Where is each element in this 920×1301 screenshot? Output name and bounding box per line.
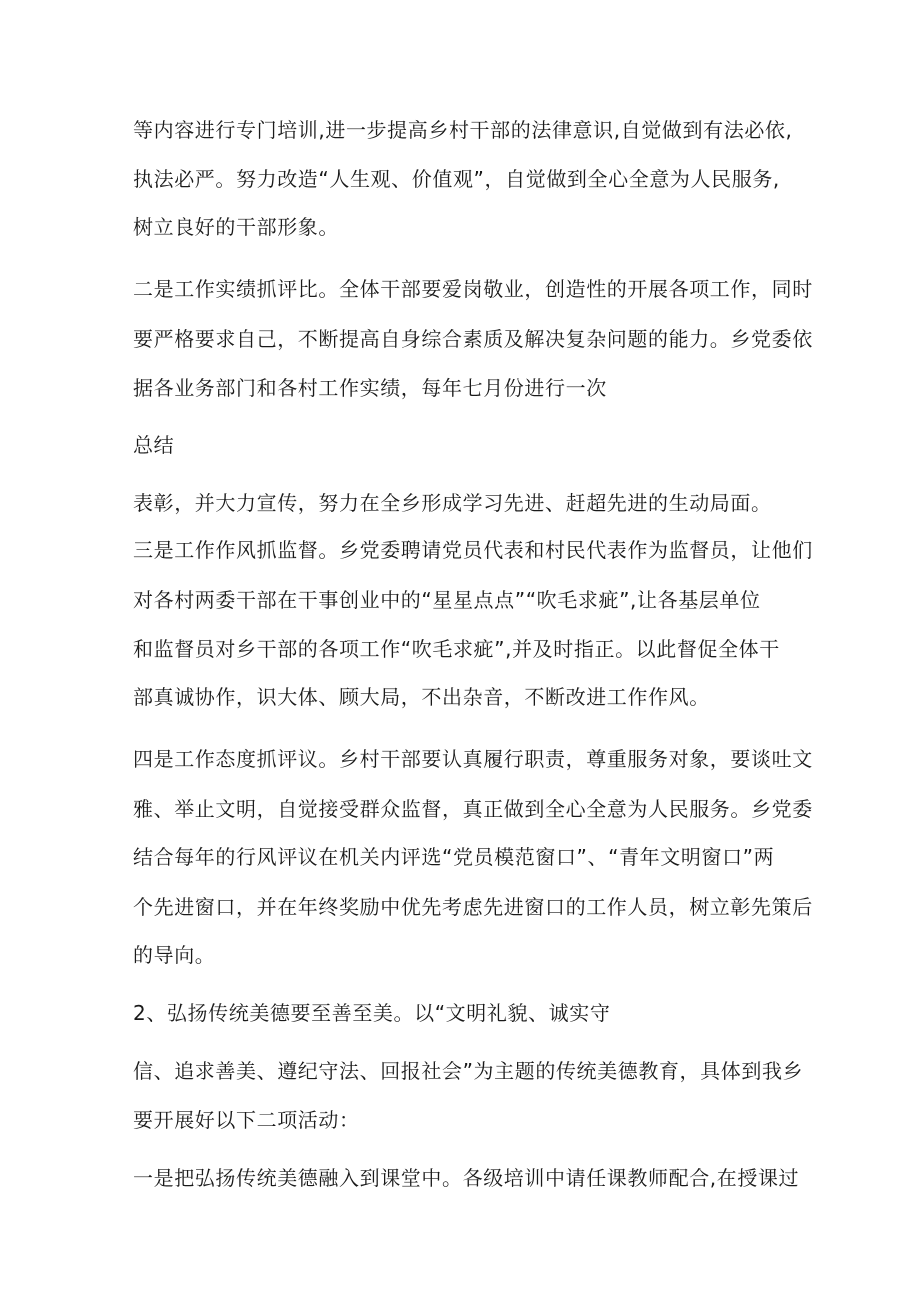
text-line: 三是工作作风抓监督。乡党委聘请党员代表和村民代表作为监督员，让他们 xyxy=(133,538,813,562)
text-line: 四是工作态度抓评议。乡村干部要认真履行职责，尊重服务对象，要谈吐文 xyxy=(133,747,813,771)
text-line: 的导向。 xyxy=(133,943,216,967)
text-line: 要严格要求自己，不断提高自身综合素质及解决复杂问题的能力。乡党委依 xyxy=(133,327,813,351)
text-line: 等内容进行专门培训,进一步提高乡村干部的法律意识,自觉做到有法必依, xyxy=(133,118,793,142)
text-line: 个先进窗口，并在年终奖励中优先考虑先进窗口的工作人员，树立彰先策后 xyxy=(133,895,813,919)
text-line: 执法必严。努力改造“人生观、价值观”，自觉做到全心全意为人民服务, xyxy=(133,167,780,191)
text-line: 表彰，并大力宣传，努力在全乡形成学习先进、赶超先进的生动局面。 xyxy=(133,491,772,515)
text-line: 据各业务部门和各村工作实绩，每年七月份进行一次 xyxy=(133,376,607,400)
text-line: 总结 xyxy=(133,433,175,457)
text-line: 对各村两委干部在干事创业中的“星星点点”“吹毛求疵”,让各基层单位 xyxy=(133,588,761,612)
text-line: 结合每年的行风评议在机关内评选“党员模范窗口”、“青年文明窗口”两 xyxy=(133,845,775,869)
text-line: 和监督员对乡干部的各项工作“吹毛求疵”,并及时指正。以此督促全体干 xyxy=(133,637,780,661)
text-line: 要开展好以下二项活动： xyxy=(133,1108,360,1132)
text-line: 雅、举止文明，自觉接受群众监督，真正做到全心全意为人民服务。乡党委 xyxy=(133,797,813,821)
text-line: 二是工作实绩抓评比。全体干部要爱岗敬业，创造性的开展各项工作，同时 xyxy=(133,277,813,301)
text-line: 2、弘扬传统美德要至善至美。以“文明礼貌、诚实守 xyxy=(133,1001,611,1025)
text-line: 部真诚协作，识大体、顾大局，不出杂音，不断改进工作作风。 xyxy=(133,685,710,709)
text-line: 信、追求善美、遵纪守法、回报社会”为主题的传统美德教育，具体到我乡 xyxy=(133,1059,804,1083)
text-line: 一是把弘扬传统美德融入到课堂中。各级培训中请任课教师配合,在授课过 xyxy=(133,1166,800,1190)
text-line: 树立良好的干部形象。 xyxy=(133,215,339,239)
